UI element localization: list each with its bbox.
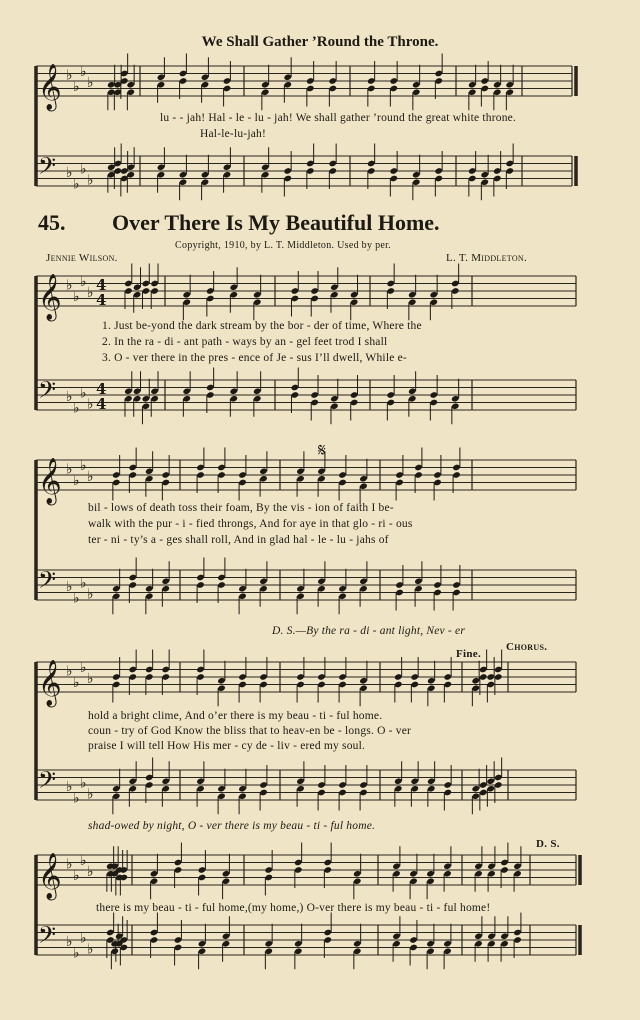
- flat-icon: ♭: [73, 78, 80, 95]
- flat-icon: ♭: [66, 389, 73, 405]
- flat-icon: ♭: [73, 400, 80, 417]
- flat-icon: ♭: [87, 586, 94, 603]
- flat-icon: ♭: [87, 396, 94, 413]
- lyricist: Jennie Wilson.: [46, 252, 118, 264]
- flat-icon: ♭: [80, 575, 87, 592]
- system3-ds-line: shad-owed by night, O - ver there is my beau - ti - ful home.: [88, 820, 376, 832]
- treble-clef-icon: 𝄞: [38, 660, 62, 706]
- system3-verse1: hold a bright clime, And o’er there is my beau - ti - ful home.: [88, 710, 383, 722]
- fine-mark: Fine.: [456, 648, 482, 660]
- bass-clef-icon: 𝄢: [38, 921, 57, 954]
- flat-icon: ♭: [80, 457, 87, 474]
- flat-icon: ♭: [73, 176, 80, 193]
- prev-hymn-title: We Shall Gather ’Round the Throne.: [201, 34, 439, 50]
- bass-clef-icon: 𝄢: [38, 566, 57, 599]
- flat-icon: ♭: [87, 786, 94, 803]
- flat-icon: ♭: [73, 674, 80, 691]
- flat-icon: ♭: [87, 285, 94, 301]
- bass-clef-icon: 𝄢: [38, 376, 57, 409]
- flat-icon: ♭: [87, 75, 94, 91]
- treble-clef-icon: 𝄞: [38, 64, 62, 110]
- flat-icon: ♭: [87, 671, 94, 687]
- flat-icon: ♭: [66, 165, 73, 181]
- flat-icon: ♭: [87, 172, 94, 189]
- flat-icon: ♭: [66, 67, 73, 84]
- time-sig-bottom: 4: [96, 395, 107, 413]
- flat-icon: ♭: [87, 864, 94, 880]
- flat-icon: ♭: [80, 930, 87, 947]
- system2-verse3: ter - ni - ty’s a - ges shall roll, And in glad hal - le - lu - jahs of: [88, 534, 389, 546]
- flat-icon: ♭: [66, 779, 73, 795]
- system1-verse2: 2. In the ra - di - ant path - ways by an - gel feet trod I shall: [102, 336, 388, 348]
- system3-verse2: coun - try of God Know the bliss that to heav-en be - longs. O - ver: [88, 725, 412, 737]
- time-sig-top: 4: [96, 380, 107, 398]
- flat-icon: ♭: [73, 590, 80, 607]
- bass-clef-icon: 𝄢: [38, 766, 57, 799]
- hymn-title: Over There Is My Beautiful Home.: [112, 210, 440, 235]
- system1-verse3: 3. O - ver there in the pres - ence of Je - sus I’ll dwell, While e-: [102, 352, 407, 364]
- system3-verse3: praise I will tell How His mer - cy de - liv - ered my soul.: [88, 740, 366, 752]
- flat-icon: ♭: [80, 161, 87, 178]
- treble-clef-icon: 𝄞: [38, 458, 62, 504]
- flat-icon: ♭: [80, 385, 87, 402]
- flat-icon: ♭: [73, 790, 80, 807]
- flat-icon: ♭: [80, 775, 87, 792]
- flat-icon: ♭: [66, 461, 73, 478]
- flat-icon: ♭: [80, 852, 87, 869]
- prev-hymn-lyrics-line2: Hal-le-lu-jah!: [200, 128, 267, 140]
- flat-icon: ♭: [66, 579, 73, 595]
- flat-icon: ♭: [66, 934, 73, 950]
- treble-clef-icon: 𝄞: [38, 274, 62, 320]
- composer: L. T. Middleton.: [446, 252, 528, 264]
- prev-hymn-lyrics-line1: lu - - jah! Hal - le - lu - jah! We shall gather ’round the great white throne.: [160, 112, 517, 124]
- ds-mark: D. S.: [536, 838, 560, 850]
- flat-icon: ♭: [66, 663, 73, 680]
- system2-verse1: bil - lows of death toss their foam, By the vis - ion of faith I be-: [88, 502, 394, 514]
- flat-icon: ♭: [73, 472, 80, 489]
- system1-verse1: 1. Just be-yond the dark stream by the bor - der of time, Where the: [102, 320, 422, 332]
- flat-icon: ♭: [87, 941, 94, 958]
- flat-icon: ♭: [73, 945, 80, 962]
- treble-clef-icon: 𝄞: [38, 853, 62, 899]
- system2-ds-line: D. S.—By the ra - di - ant light, Nev - er: [272, 625, 466, 637]
- flat-icon: ♭: [66, 277, 73, 294]
- time-sig-bottom: 4: [96, 291, 107, 309]
- time-sig-top: 4: [96, 276, 107, 294]
- flat-icon: ♭: [80, 63, 87, 80]
- flat-icon: ♭: [73, 867, 80, 884]
- hymn-number: 45.: [38, 210, 66, 235]
- system4-lyrics: there is my beau - ti - ful home,(my home,) O-ver there is my beau - ti - ful home!: [96, 902, 491, 914]
- flat-icon: ♭: [66, 856, 73, 873]
- copyright-notice: Copyright, 1910, by L. T. Middleton. Used by per.: [175, 240, 391, 251]
- bass-clef-icon: 𝄢: [38, 152, 57, 185]
- flat-icon: ♭: [80, 273, 87, 290]
- flat-icon: ♭: [73, 288, 80, 305]
- flat-icon: ♭: [80, 659, 87, 676]
- segno-icon: 𝄋: [318, 440, 326, 461]
- chorus-mark: Chorus.: [506, 641, 548, 653]
- system2-verse2: walk with the pur - i - fied throngs, And for aye in that glo - ri - ous: [88, 518, 413, 530]
- flat-icon: ♭: [87, 469, 94, 485]
